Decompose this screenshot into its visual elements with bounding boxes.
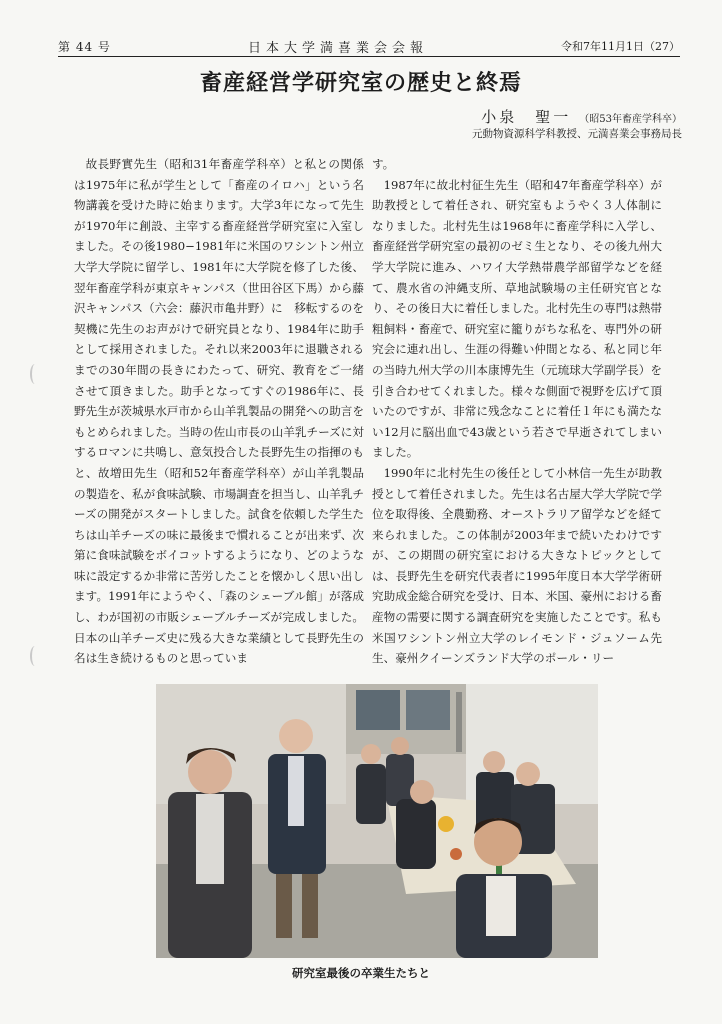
- photo-caption: 研究室最後の卒業生たちと: [292, 966, 430, 980]
- publication-date: 令和7年11月1日（27）: [561, 40, 680, 53]
- paragraph: 故長野實先生（昭和31年畜産学科卒）と私との関係は1975年に私が学生として「畜産のイロハ」という名物講義を受けた時に始まります。大学3年になって先生が1970年に創設、主宰する畜産経営学研究室に入室しました。その後1980−1981年に米国のワシントン州立大学大学院に留学し、1981年に大学院を修了した後、翌年畜産学科が東京キャンパス（世田谷区下馬）から藤沢キャンパス（六会：藤沢市亀井野）に 移転するのを契機に先生のお声がけで研究員となり、1984年に助手として採用されました。それ以来2003年に退職されるまでの30年間の長きにわたって、研究、教育をご一緒させて頂きました。助手となってすぐの1986年に、長野先生が茨城県水戸市から山羊乳製品の開発への助言をもとめられました。当時の佐山市長の山羊乳チーズに対するロマンに共鳴し、意気投合した長野先生の指揮のもと、故増田先生（昭和52年畜産学科卒）が山羊乳製品の製造を、私が食味試験、市場調査を担当し、山羊乳チーズの開発がスタートしました。試食を依頼した学生たちは山羊チーズの味に最後まで慣れることが出来ず、次第に食味試験をボイコットするようになり、どのような味に設定するか非常に苦労したことを懐かしく思い出します。1991年にようやく、「森のシェーブル館」が落成し、わが国初の市販シェーブルチーズが完成しました。日本の山羊チーズ史に残る大きな業績として長野先生の名は生き続けるものと思っていま: [74, 157, 364, 666]
- group-photo: [156, 684, 598, 958]
- group-photo-image: [156, 684, 598, 958]
- newspaper-header: [58, 34, 680, 57]
- newspaper-name: 日本大学満喜業会会報: [248, 41, 429, 56]
- article-column-left: [74, 154, 364, 669]
- author-graduation: （昭53年畜産学科卒）: [579, 114, 682, 125]
- paragraph: す。: [372, 157, 395, 171]
- paragraph: 1987年に故北村征生先生（昭和47年畜産学科卒）が助教授として着任され、研究室もようやく３人体制になりました。北村先生は1968年に畜産学科に入学し、畜産経営学研究室の最初のゼミ生となり、その後九州大学大学院に進み、ハワイ大学熱帯農学部留学などを経て、農水省の沖縄支所、草地試験場の主任研究官となり、その後日大に着任しました。北村先生の専門は熱帯粗飼料・畜産で、研究室に籠りがちな私を、専門外の研究会に連れ出し、生涯の得難い仲間となる、私と同じ年の当時九州大学の川本康博先生（元琉球大学副学長）を引き合わせてくれました。様々な側面で視野を広げて頂いたのですが、非常に残念なことに着任１年にも満たない12月に脳出血で43歳という若さで早逝されてしまいました。: [372, 177, 662, 460]
- punch-hole-mark: [30, 646, 40, 666]
- article-column-right: [372, 154, 662, 669]
- article-title: 畜産経営学研究室の歴史と終焉: [199, 70, 522, 96]
- author-line: [481, 106, 682, 127]
- issue-number: 第 44 号: [58, 40, 111, 54]
- author-affiliation: 元動物資源科学科教授、元満喜業会事務局長: [472, 128, 682, 140]
- punch-hole-mark: [30, 364, 40, 384]
- author-name: 小泉 聖一: [481, 108, 572, 126]
- paragraph: 1990年に北村先生の後任として小林信一先生が助教授として着任されました。先生は名古屋大学大学院で学位を取得後、全農勤務、オーストラリア留学などを経て来られました。この体制が2003年まで続いたわけですが、この期間の研究室における大きなトピックとしては、長野先生を研究代表者に1995年度日本大学学術研究助成金総合研究を受け、日本、米国、豪州における畜産物の需要に関する調査研究を実施したことです。私も米国ワシントン州立大学のレイモンド・ジュソーム先生、豪州クイーンズランド大学のポール・リー: [372, 465, 663, 666]
